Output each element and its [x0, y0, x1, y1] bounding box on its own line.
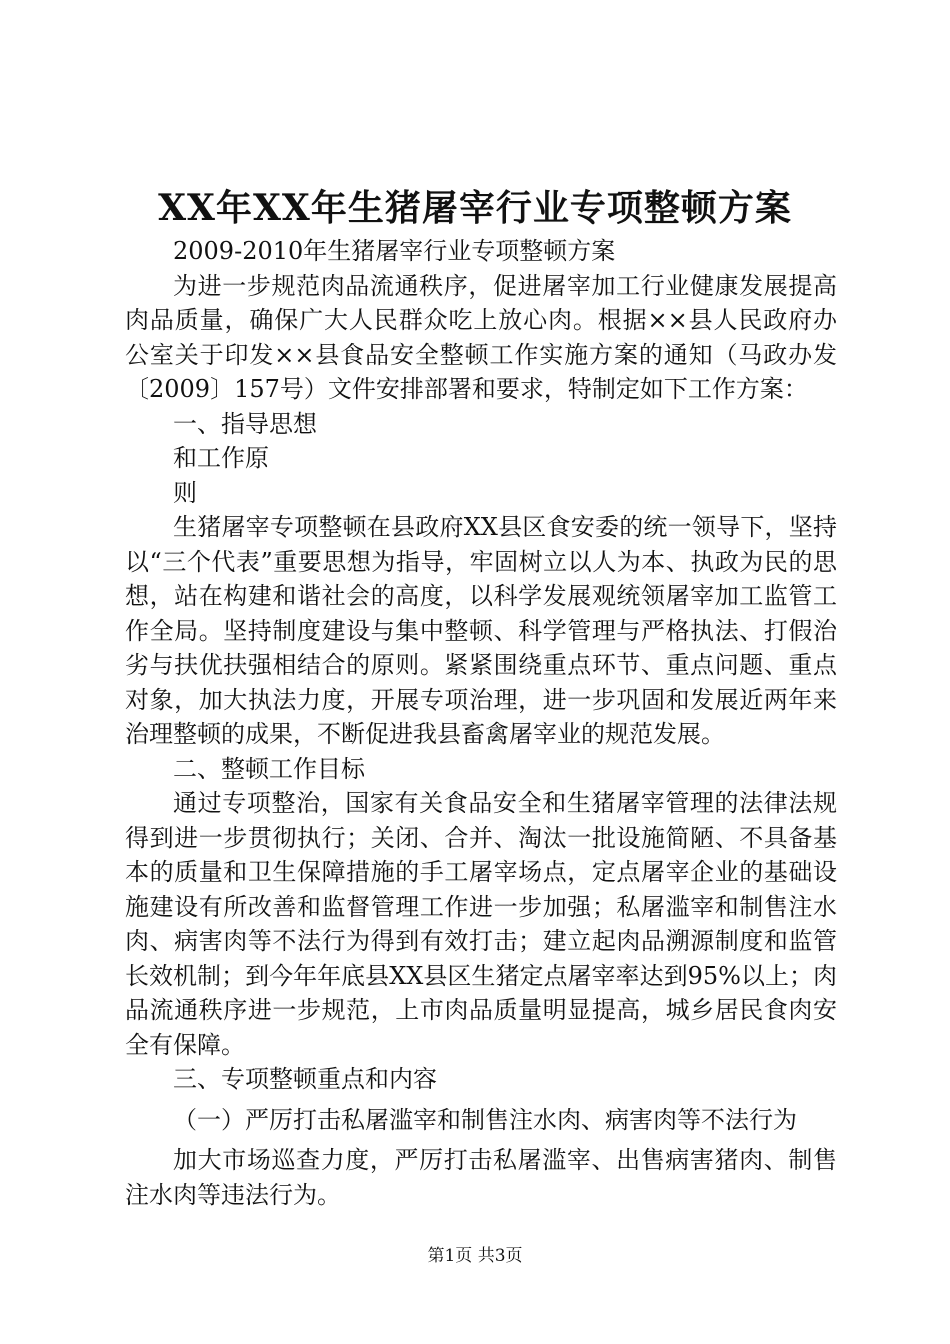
subtitle-paragraph: 2009-2010年生猪屠宰行业专项整顿方案 — [173, 237, 616, 265]
document-title: XX年XX年生猪屠宰行业专项整顿方案 — [158, 187, 792, 229]
intro-paragraph: 为进一步规范肉品流通秩序，促进屠宰加工行业健康发展提高肉品质量，确保广大人民群众吃上放心肉。根据××县人民政府办公室关于印发××县食品安全整顿工作实施方案的通知（马政办发〔2009〕157号）文件安排部署和要求，特制定如下工作方案： — [125, 271, 837, 403]
section-heading-1-cont2: 则 — [173, 478, 197, 507]
guiding-principles-paragraph: 生猪屠宰专项整顿在县政府XX县区食安委的统一领导下，坚持以“三个代表”重要思想为指导，牢固树立以人为本、执政为民的思想，站在构建和谐社会的高度，以科学发展观统领屠宰加工监管工作全局。坚持制度建设与集中整顿、科学管理与严格执法、打假治劣与扶优扶强相结合的原则。紧紧围绕重点环节、重点问题、重点对象，加大执法力度，开展专项治理，进一步巩固和发展近两年来治理整顿的成果，不断促进我县畜禽屠宰业的规范发展。 — [125, 513, 837, 748]
section-heading-1: 一、指导思想 — [173, 409, 317, 438]
section-heading-1-cont: 和工作原 — [173, 444, 269, 472]
document-body — [125, 234, 837, 1212]
crackdown-paragraph: 加大市场巡查力度，严厉打击私屠滥宰、出售病害猪肉、制售注水肉等违法行为。 — [125, 1146, 837, 1209]
section-heading-2: 二、整顿工作目标 — [173, 754, 365, 783]
goals-paragraph: 通过专项整治，国家有关食品安全和生猪屠宰管理的法律法规得到进一步贯彻执行；关闭、合并、淘汰一批设施简陋、不具备基本的质量和卫生保障措施的手工屠宰场点，定点屠宰企业的基础设施建设有所改善和监督管理工作进一步加强；私屠滥宰和制售注水肉、病害肉等不法行为得到有效打击；建立起肉品溯源制度和监管长效机制；到今年年底县XX县区生猪定点屠宰率达到95%以上；肉品流通秩序进一步规范，上市肉品质量明显提高，城乡居民食肉安全有保障。 — [125, 789, 837, 1059]
page-footer: 第1页 共3页 — [427, 1246, 523, 1266]
section-heading-3: 三、专项整顿重点和内容 — [173, 1065, 437, 1093]
subsection-heading-1: （一）严厉打击私屠滥宰和制售注水肉、病害肉等不法行为 — [173, 1105, 797, 1134]
